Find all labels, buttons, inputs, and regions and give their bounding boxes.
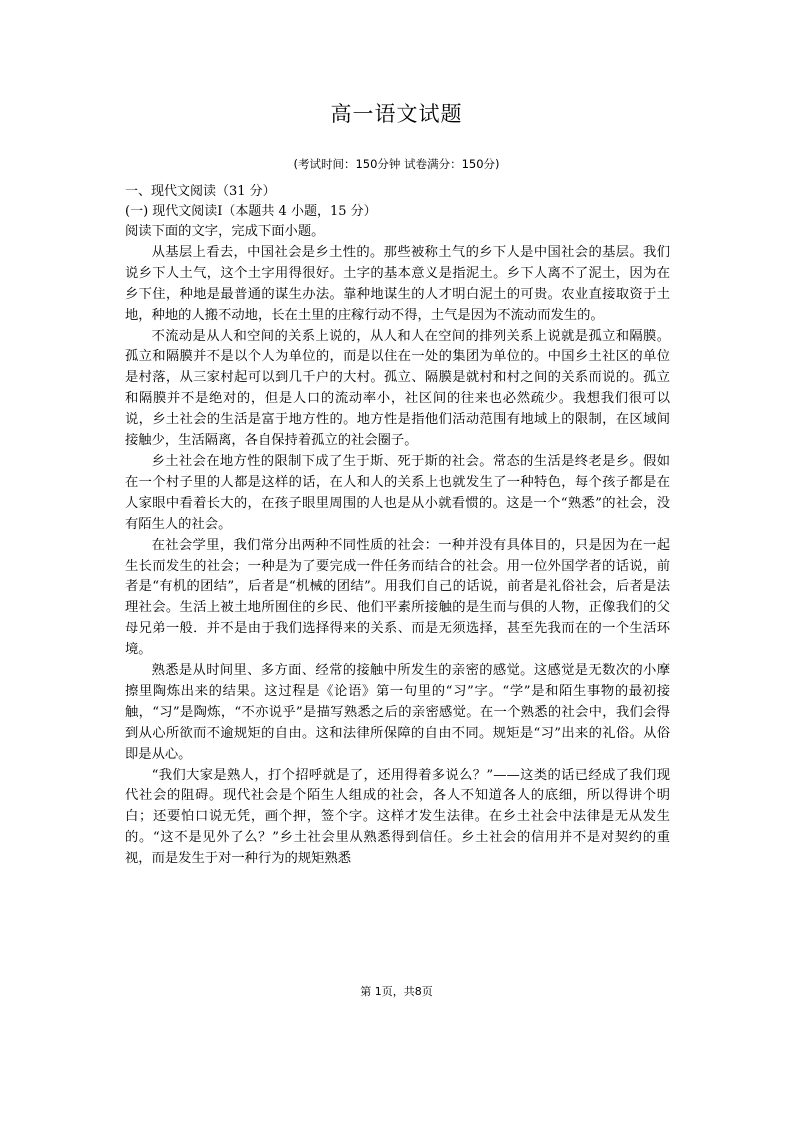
- passage-paragraph-5: 熟悉是从时间里、多方面、经常的接触中所发生的亲密的感觉。这感觉是无数次的小摩擦里陶炼出来的结果。这过程是《论语》第一句里的“习”字。“学”是和陌生事物的最初接触，“习”是陶炼，“不亦说乎”是描写熟悉之后的亲密感觉。在一个熟悉的社会中，我们会得到从心所欲而不逾规矩的自由。这和法律所保障的自由不同。规矩是“习”出来的礼俗。从俗即是从心。: [125, 663, 670, 762]
- page-number: 第 1页，共8页: [360, 985, 433, 998]
- passage-paragraph-3: 乡土社会在地方性的限制下成了生于斯、死于斯的社会。常态的生活是终老是乡。假如在一个村子里的人都是这样的话，在人和人的关系上也就发生了一种特色，每个孩子都是在人家眼中看着长大的，在孩子眼里周围的人也是从小就看惯的。这是一个“熟悉”的社会，没有陌生人的社会。: [125, 453, 670, 532]
- section-heading: 一、现代文阅读（31 分）: [125, 184, 276, 199]
- instruction-text: 阅读下面的文字，完成下面小题。: [125, 224, 325, 239]
- passage-paragraph-6: “我们大家是熟人，打个招呼就是了，还用得着多说么？”——这类的话已经成了我们现代社会的阻碍。现代社会是个陌生人组成的社会，各人不知道各人的底细，所以得讲个明白；还要怕口说无凭，画个押，签个字。这样才发生法律。在乡土社会中法律是无从发生的。“这不是见外了么？”乡土社会里从熟悉得到信任。乡土社会的信用并不是对契约的重视，而是发生于对一种行为的规矩熟悉: [125, 767, 670, 867]
- passage-paragraph-4: 在社会学里，我们常分出两种不同性质的社会：一种并没有具体目的，只是因为在一起生长而发生的社会；一种是为了要完成一件任务而结合的社会。用一位外国学者的话说，前者是“有机的团结”，后者是“机械的团结”。用我们自己的话说，前者是礼俗社会，后者是法理社会。生活上被土地所囿住的乡民、他们平素所接触的是生而与俱的人物，正像我们的父母兄弟一般．并不是由于我们选择得来的关系、而是无须选择，甚至先我而在的一个生活环境。: [125, 537, 670, 658]
- passage-paragraph-2: 不流动是从人和空间的关系上说的，从人和人在空间的排列关系上说就是孤立和隔膜。孤立和隔膜并不是以个人为单位的，而是以住在一处的集团为单位的。中国乡土社区的单位是村落，从三家村起可以到几千户的大村。孤立、隔膜是就村和村之间的关系而说的。孤立和隔膜并不是绝对的，但是人口的流动率小，社区间的往来也必然疏少。我想我们很可以说，乡土社会的生活是富于地方性的。地方性是指他们活动范围有地域上的限制，在区域间接触少，生活隔离，各自保持着孤立的社会圈子。: [125, 328, 670, 449]
- passage-paragraph-1: 从基层上看去，中国社会是乡土性的。那些被称土气的乡下人是中国社会的基层。我们说乡下人土气，这个土字用得很好。土字的基本意义是指泥土。乡下人离不了泥土，因为在乡下住，种地是最普通的谋生办法。靠种地谋生的人才明白泥土的可贵。农业直接取资于土地，种地的人搬不动地，长在土里的庄稼行动不得，土气是因为不流动而发生的。: [125, 244, 670, 323]
- reading-passage: [125, 222, 670, 870]
- page-title: 高一语文试题: [330, 102, 463, 126]
- subsection-heading: (一) 现代文阅读Ⅰ（本题共 4 小题，15 分）: [125, 204, 377, 219]
- exam-info: (考试时间：150分钟 试卷满分：150分): [293, 157, 500, 171]
